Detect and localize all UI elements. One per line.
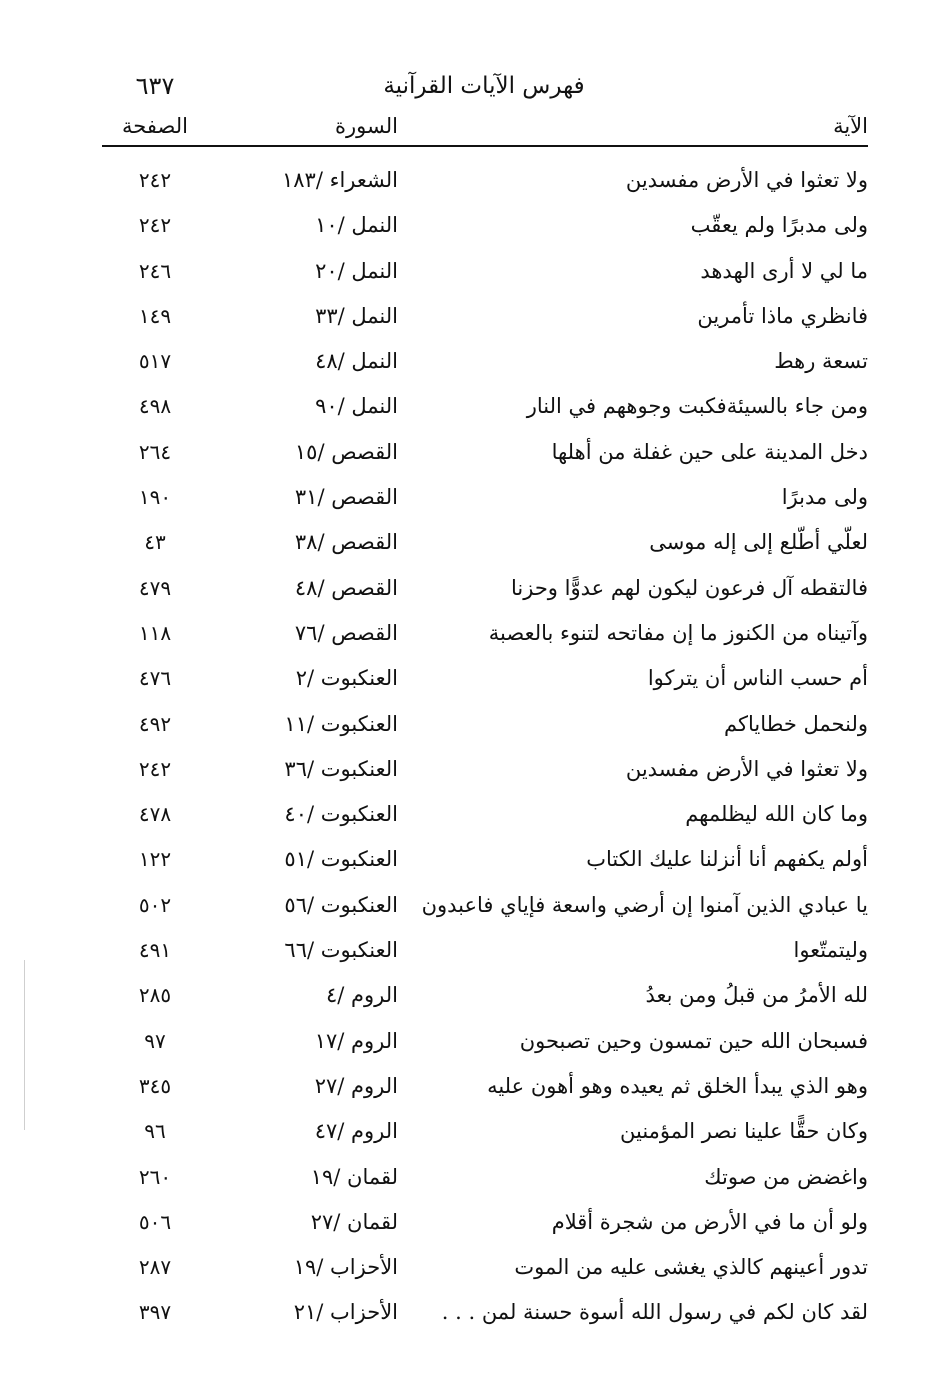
page-cell: ٩٦ [144,1119,166,1144]
ayah-cell: فسبحان الله حين تمسون وحين تصبحون [519,1028,868,1053]
page-cell: ٣٤٥ [138,1073,172,1098]
table-row [100,837,868,882]
table-row [100,339,868,384]
surah-cell: القصص /٧٦ [294,620,398,645]
table-row [100,1019,868,1064]
surah-cell: لقمان /١٩ [310,1164,398,1189]
ayah-cell: فانظري ماذا تأمرين [697,303,868,328]
table-row [100,1109,868,1154]
ayah-cell: تدور أعينهم كالذي يغشى عليه من الموت [514,1255,868,1280]
ayah-cell: فالتقطه آل فرعون ليكون لهم عدوًّا وحزنا [511,575,868,600]
surah-cell: الروم /١٧ [314,1028,398,1053]
page-cell: ٥٠٢ [138,892,172,917]
surah-cell: العنكبوت /١١ [284,711,398,736]
ayah-cell: ولو أن ما في الأرض من شجرة أقلام [551,1209,868,1234]
surah-cell: العنكبوت /٥٦ [284,892,398,917]
table-row [100,294,868,339]
column-header-page: الصفحة [122,114,188,138]
table-row [100,928,868,973]
page-cell: ٩٧ [144,1028,166,1053]
table-row [100,1290,868,1335]
ayah-cell: تسعة رهط [774,349,868,374]
ayah-cell: وهو الذي يبدأ الخلق ثم يعيده وهو أهون عليه [487,1073,868,1098]
table-row [100,883,868,928]
surah-cell: القصص /٣١ [294,485,398,510]
ayah-cell: واغضض من صوتك [704,1164,868,1189]
page-cell: ١١٨ [138,620,172,645]
ayah-cell: لقد كان لكم في رسول الله أسوة حسنة لمن . . . [441,1300,868,1325]
surah-cell: العنكبوت /٢ [295,666,398,691]
page-title: فهرس الآيات القرآنية [383,73,585,99]
surah-cell: القصص /٣٨ [294,530,398,555]
table-row [100,158,868,203]
table-row [100,520,868,565]
table-row [100,1064,868,1109]
ayah-cell: وآتيناه من الكنوز ما إن مفاتحه لتنوء بالعصبة [488,620,868,645]
page-cell: ٤٩٢ [138,711,172,736]
page-cell: ٢٤٢ [138,168,172,192]
page-cell: ٤٣ [144,530,166,555]
table-row [100,1200,868,1245]
page-cell: ٢٨٥ [138,983,172,1008]
ayah-cell: لعلّي أطّلع إلى إله موسى [649,530,868,555]
ayah-cell: ولنحمل خطاياكم [724,711,868,736]
page-cell: ١٩٠ [138,485,172,510]
table-row [100,656,868,701]
ayah-cell: ولى مدبرًا [781,485,868,510]
page-header [100,68,868,104]
page-cell: ١٢٢ [138,847,172,872]
surah-cell: النمل /٩٠ [315,394,398,419]
surah-cell: العنكبوت /٤٠ [284,802,398,827]
table-row [100,792,868,837]
page-cell: ٢٦٤ [138,439,172,464]
table-row [100,1155,868,1200]
surah-cell: القصص /١٥ [294,439,398,464]
column-header-surah: السورة [335,114,398,138]
surah-cell: النمل /٤٨ [315,349,398,374]
surah-cell: الشعراء /١٨٣ [282,168,398,192]
page-cell: ٣٩٧ [138,1300,172,1325]
page-cell: ٥٠٦ [138,1209,172,1234]
page-cell: ٤٧٩ [138,575,172,600]
page-cell: ٤٩١ [138,938,172,963]
surah-cell: لقمان /٢٧ [310,1209,398,1234]
table-row [100,1245,868,1290]
table-row [100,566,868,611]
surah-cell: الأحزاب /٢١ [293,1300,398,1325]
table-row [100,384,868,429]
ayah-cell: لله الأمرُ من قبلُ ومن بعدُ [645,983,868,1008]
table-row [100,611,868,656]
table-row [100,203,868,248]
scan-margin-line [24,960,25,1130]
page-cell: ٢٤٦ [138,258,172,283]
ayah-cell: وما كان الله ليظلمهم [685,802,868,827]
page-cell: ٥١٧ [138,349,172,374]
page-cell: ٤٧٦ [138,666,172,691]
page-cell: ٢٤٢ [138,213,172,238]
index-table [100,158,868,1336]
ayah-cell: أم حسب الناس أن يتركوا [647,666,868,691]
ayah-cell: وليتمتّعوا [793,938,868,963]
ayah-cell: ولا تعثوا في الأرض مفسدين [625,168,868,192]
surah-cell: الروم /٤٧ [314,1119,398,1144]
column-headers [100,108,868,144]
page-cell: ٢٤٢ [138,756,172,781]
page-cell: ١٤٩ [138,303,172,328]
surah-cell: القصص /٤٨ [294,575,398,600]
ayah-cell: دخل المدينة على حين غفلة من أهلها [551,439,868,464]
table-row [100,430,868,475]
surah-cell: العنكبوت /٣٦ [284,756,398,781]
header-divider [102,145,868,147]
surah-cell: الأحزاب /١٩ [293,1255,398,1280]
page-cell: ٢٨٧ [138,1255,172,1280]
ayah-cell: ما لي لا أرى الهدهد [700,258,868,283]
ayah-cell: وكان حقًّا علينا نصر المؤمنين [620,1119,868,1144]
surah-cell: النمل /١٠ [315,213,398,238]
page-cell: ٤٧٨ [138,802,172,827]
column-header-ayah: الآية [833,114,868,138]
page-cell: ٢٦٠ [138,1164,172,1189]
ayah-cell: ولا تعثوا في الأرض مفسدين [625,756,868,781]
table-row [100,973,868,1018]
table-row [100,702,868,747]
table-row [100,747,868,792]
surah-cell: الروم /٤ [326,983,398,1008]
surah-cell: العنكبوت /٦٦ [284,938,398,963]
page-cell: ٤٩٨ [138,394,172,419]
ayah-cell: أولم يكفهم أنا أنزلنا عليك الكتاب [586,847,868,872]
table-row [100,249,868,294]
ayah-cell: يا عبادي الذين آمنوا إن أرضي واسعة فإياي فاعبدون [421,892,868,917]
surah-cell: الروم /٢٧ [314,1073,398,1098]
surah-cell: العنكبوت /٥١ [284,847,398,872]
ayah-cell: ومن جاء بالسيئةفكبت وجوههم في النار [526,394,868,419]
page-number: ٦٣٧ [135,72,175,100]
surah-cell: النمل /٣٣ [315,303,398,328]
surah-cell: النمل /٢٠ [315,258,398,283]
ayah-cell: ولى مدبرًا ولم يعقّب [690,213,868,238]
table-row [100,475,868,520]
